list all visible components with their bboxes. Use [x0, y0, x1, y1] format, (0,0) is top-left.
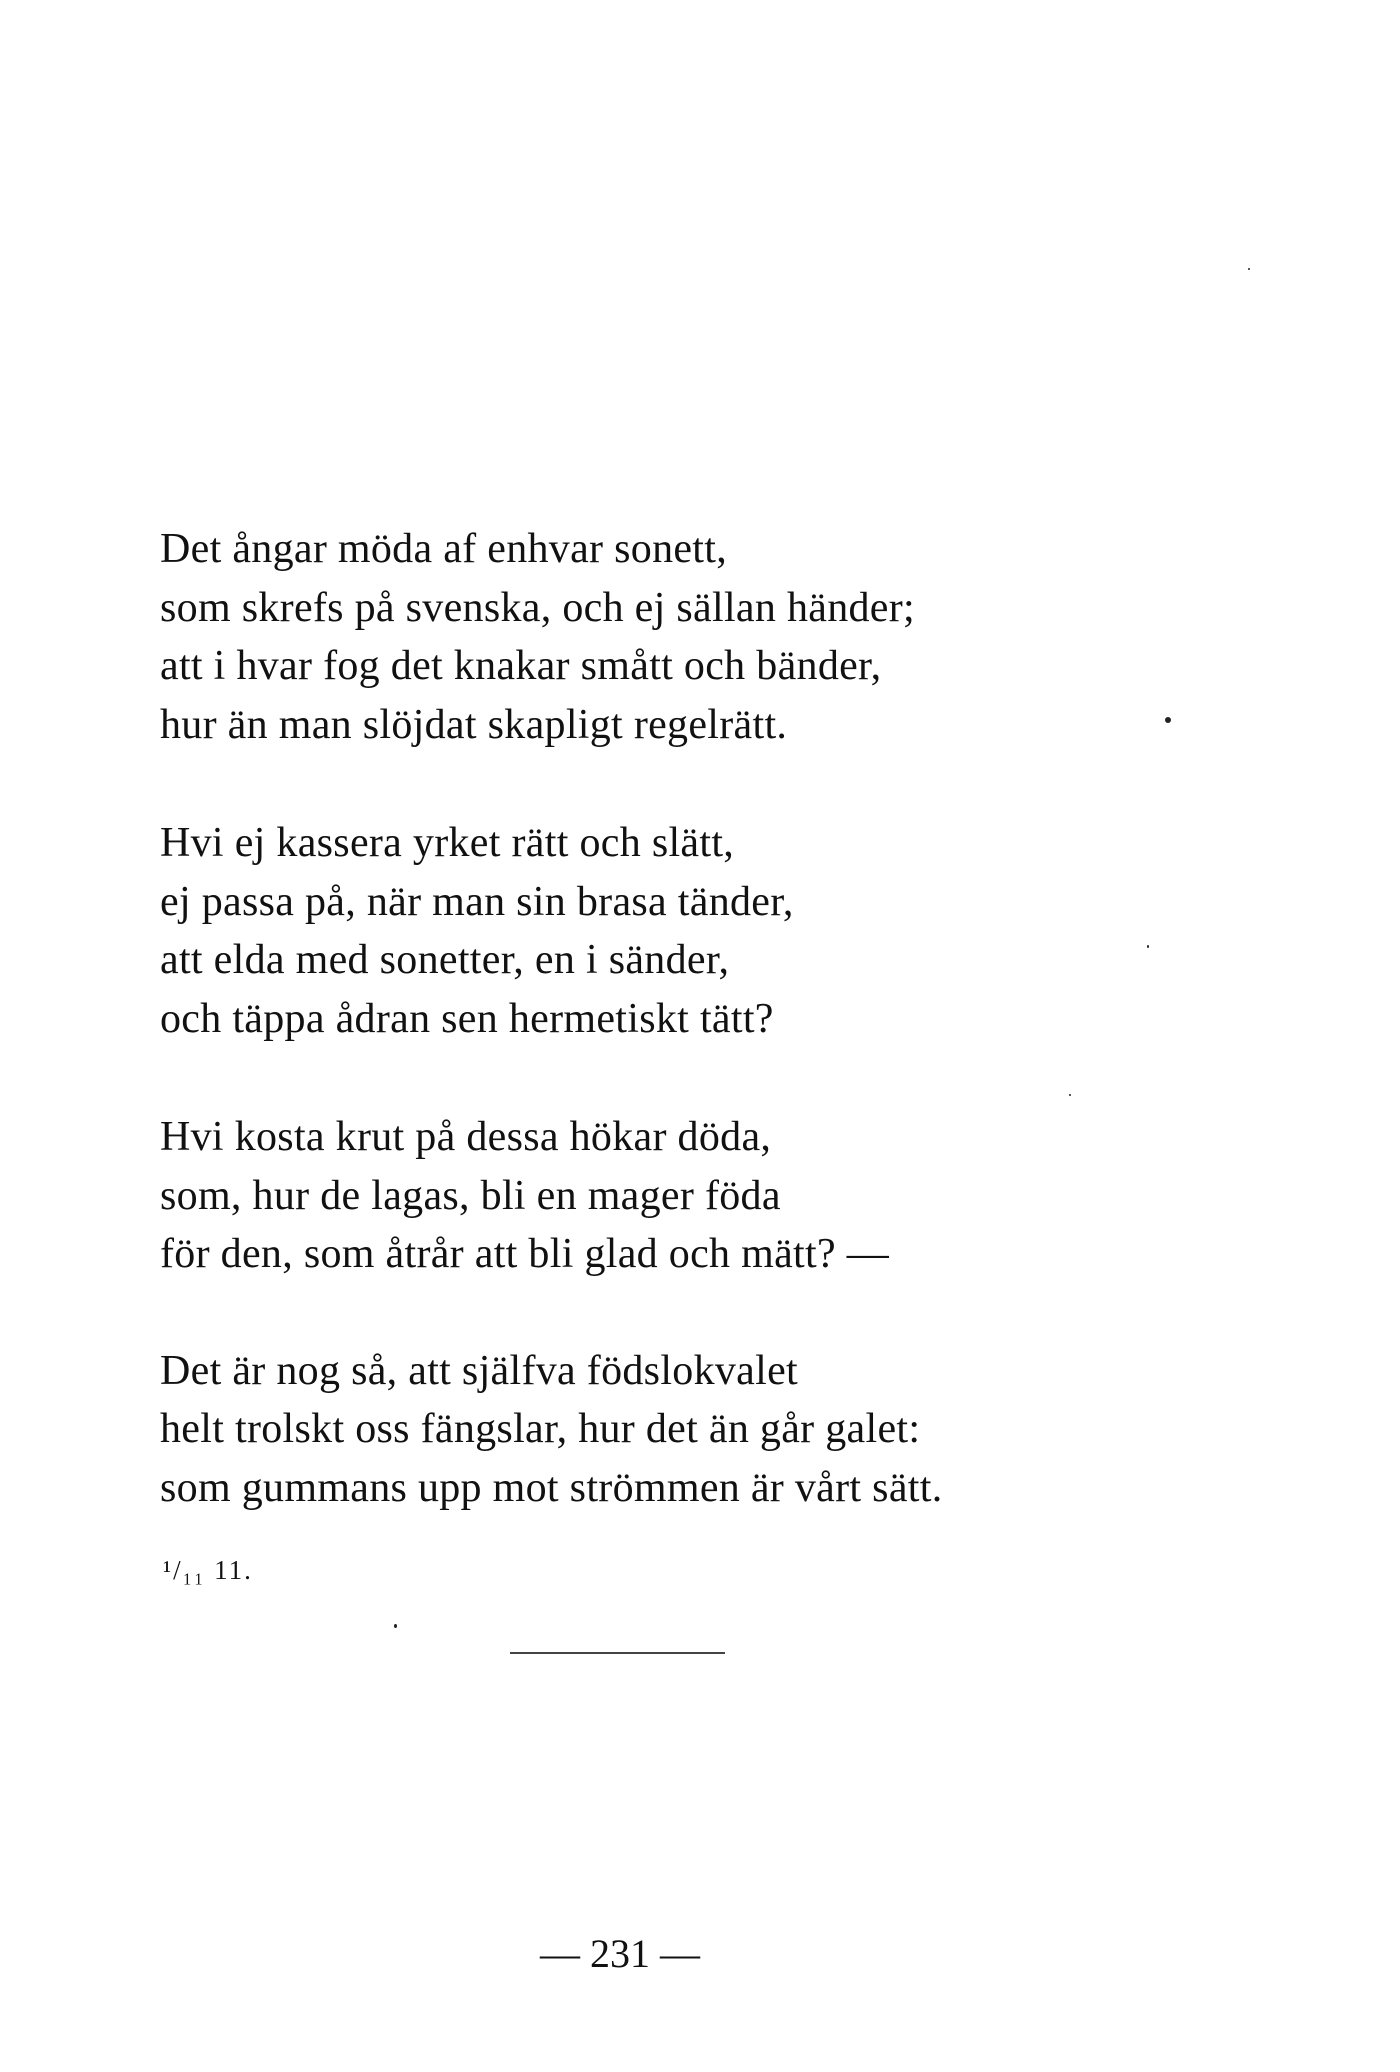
poem-line: som skrefs på svenska, och ej sällan händer; — [160, 584, 915, 631]
speck-mark — [394, 1624, 397, 1628]
poem-line: Det är nog så, att själfva födslokvalet — [160, 1347, 799, 1394]
speck-mark — [1248, 268, 1250, 270]
poem-line: Hvi kosta krut på dessa hökar döda, — [160, 1114, 772, 1160]
poem-line: som gummans upp mot strömmen är vårt sätt. — [160, 1464, 943, 1511]
poem-line: Det ångar möda af enhvar sonett, — [160, 526, 728, 572]
poem-line: Hvi ej kassera yrket rätt och slätt, — [160, 820, 735, 866]
section-divider — [510, 1652, 725, 1654]
poem-line: att i hvar fog det knakar smått och bänder, — [160, 643, 882, 689]
poem-line: helt trolskt oss fängslar, hur det än går galet: — [160, 1406, 921, 1452]
stanza-4 — [160, 1342, 1160, 1518]
poem-line: och täppa ådran sen hermetiskt tätt? — [160, 995, 774, 1042]
poem — [160, 520, 1160, 1577]
stanza-3 — [160, 1108, 1160, 1284]
speck-mark — [1069, 1094, 1071, 1096]
poem-line: hur än man slöjdat skapligt regelrätt. — [160, 701, 788, 748]
stanza-2 — [160, 814, 1160, 1048]
poem-date: ¹/₁₁ 11. — [163, 1555, 253, 1585]
speck-mark — [1165, 717, 1171, 723]
poem-line: att elda med sonetter, en i sänder, — [160, 937, 730, 983]
page-number: — 231 — — [540, 1931, 700, 1976]
poem-line: för den, som åtrår att bli glad och mätt? — — [160, 1231, 890, 1277]
speck-mark — [1147, 945, 1149, 948]
stanza-1 — [160, 520, 1160, 754]
poem-line: som, hur de lagas, bli en mager föda — [160, 1172, 781, 1219]
poem-line: ej passa på, när man sin brasa tänder, — [160, 878, 794, 925]
